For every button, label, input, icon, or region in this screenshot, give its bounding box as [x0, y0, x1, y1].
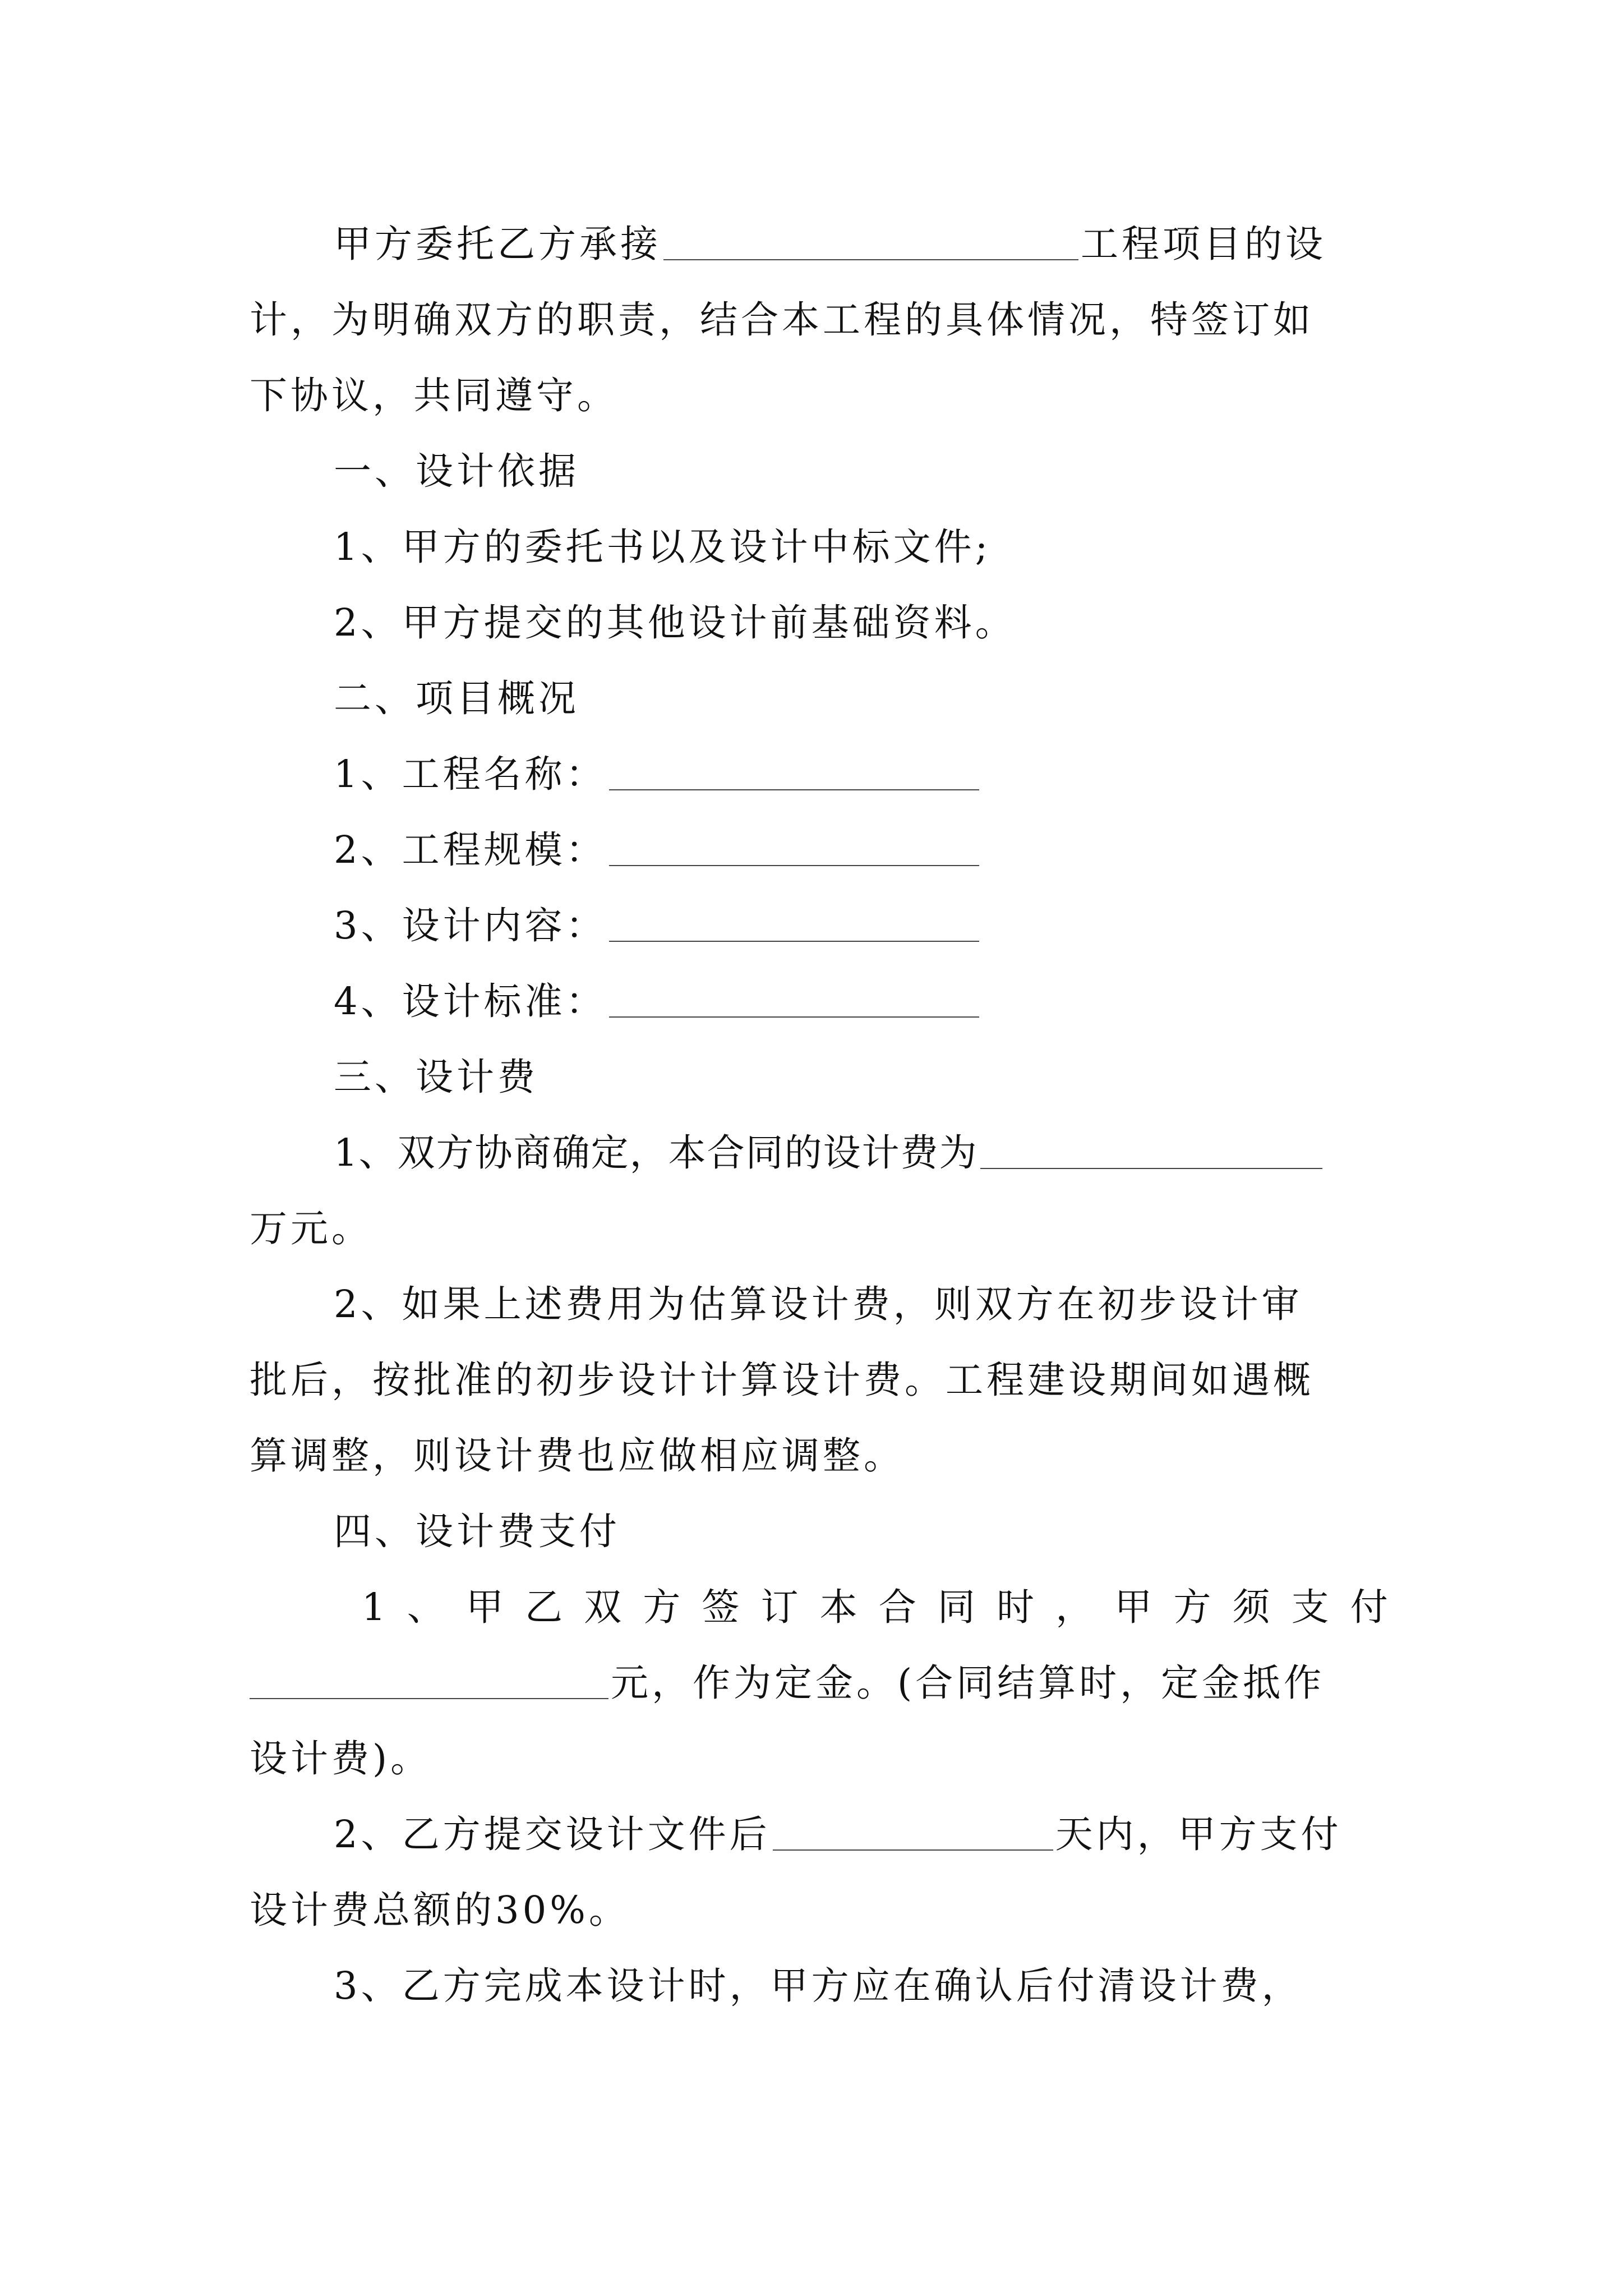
- fee-item-1: [250, 1122, 1472, 1184]
- justified-char: 方: [1173, 1585, 1211, 1629]
- justified-char: 合: [878, 1585, 916, 1629]
- payment-item-2-text-end: 天内，甲方支付: [1055, 1812, 1342, 1856]
- fee-item-1-cont: 万元。: [250, 1207, 372, 1250]
- overview-item-4: [250, 970, 1472, 1032]
- payment-item-2-line-1: [250, 1803, 1472, 1865]
- section-heading-overview: 二、项目概况: [334, 677, 579, 720]
- justified-char: 须: [1232, 1585, 1270, 1629]
- overview-blank: [609, 908, 979, 942]
- justified-char: 甲: [1114, 1585, 1152, 1629]
- section-heading-fee: 三、设计费: [334, 1055, 538, 1099]
- intro-line-1: [250, 213, 1472, 275]
- overview-blank: [609, 757, 979, 790]
- intro-line-2: 计，为明确双方的职责，结合本工程的具体情况，特签订如: [250, 298, 1314, 342]
- justified-char: 双: [584, 1585, 622, 1629]
- basis-item-1: 1、甲方的委托书以及设计中标文件;: [334, 525, 992, 569]
- justified-char: 时: [997, 1585, 1035, 1629]
- deposit-amount-blank: [250, 1665, 608, 1699]
- overview-label: 3、设计内容：: [334, 904, 607, 947]
- payment-item-2-text-start: 2、乙方提交设计文件后: [334, 1812, 771, 1856]
- fee-item-1-text: 1、双方协商确定，本合同的设计费为: [334, 1131, 978, 1175]
- justified-char: 签: [702, 1585, 740, 1629]
- overview-item-2: [250, 819, 1472, 881]
- fee-item-2-line-2: 批后，按批准的初步设计计算设计费。工程建设期间如遇概: [250, 1358, 1314, 1402]
- overview-label: 1、工程名称：: [334, 752, 607, 796]
- overview-label: 4、设计标准：: [334, 979, 607, 1023]
- payment-item-1-line-2-text: 元，作为定金。(合同结算时，定金抵作: [611, 1661, 1325, 1705]
- days-blank: [773, 1817, 1053, 1851]
- justified-char: 1: [362, 1585, 386, 1629]
- section-heading-payment: 四、设计费支付: [334, 1510, 620, 1553]
- justified-char: 订: [760, 1585, 799, 1629]
- justified-char: 甲: [465, 1585, 504, 1629]
- payment-item-3-line-1: 3、乙方完成本设计时，甲方应在确认后付清设计费，: [334, 1964, 1303, 2008]
- justified-char: 本: [819, 1585, 857, 1629]
- fee-item-2-line-1: 2、如果上述费用为估算设计费，则双方在初步设计审: [334, 1282, 1303, 1326]
- overview-item-3: [250, 895, 1472, 956]
- overview-blank: [609, 832, 979, 866]
- overview-item-1: [250, 743, 1472, 805]
- fee-item-2-line-3: 算调整，则设计费也应做相应调整。: [250, 1434, 905, 1478]
- payment-item-1-line-1: [250, 1576, 1388, 1638]
- justified-char: 方: [643, 1585, 681, 1629]
- justified-char: 乙: [525, 1585, 563, 1629]
- payment-item-1-line-2: [250, 1652, 1388, 1714]
- overview-label: 2、工程规模：: [334, 828, 607, 872]
- overview-blank: [609, 984, 979, 1018]
- intro-line-3: 下协议，共同遵守。: [250, 374, 618, 417]
- fee-amount-blank: [980, 1135, 1322, 1169]
- basis-item-2: 2、甲方提交的其他设计前基础资料。: [334, 601, 1016, 645]
- justified-char: 支: [1291, 1585, 1329, 1629]
- payment-item-2-line-2: 设计费总额的30%。: [250, 1888, 630, 1932]
- section-heading-basis: 一、设计依据: [334, 449, 579, 493]
- intro-text-end: 工程项目的设: [1081, 222, 1326, 266]
- justified-char: 同: [937, 1585, 975, 1629]
- intro-text-start: 甲方委托乙方承接: [334, 222, 661, 266]
- project-name-blank: [663, 227, 1078, 260]
- justified-char: ，: [1055, 1585, 1094, 1629]
- justified-char: 、: [407, 1585, 445, 1629]
- justified-char: 付: [1350, 1585, 1388, 1629]
- payment-item-1-line-3: 设计费)。: [250, 1737, 432, 1780]
